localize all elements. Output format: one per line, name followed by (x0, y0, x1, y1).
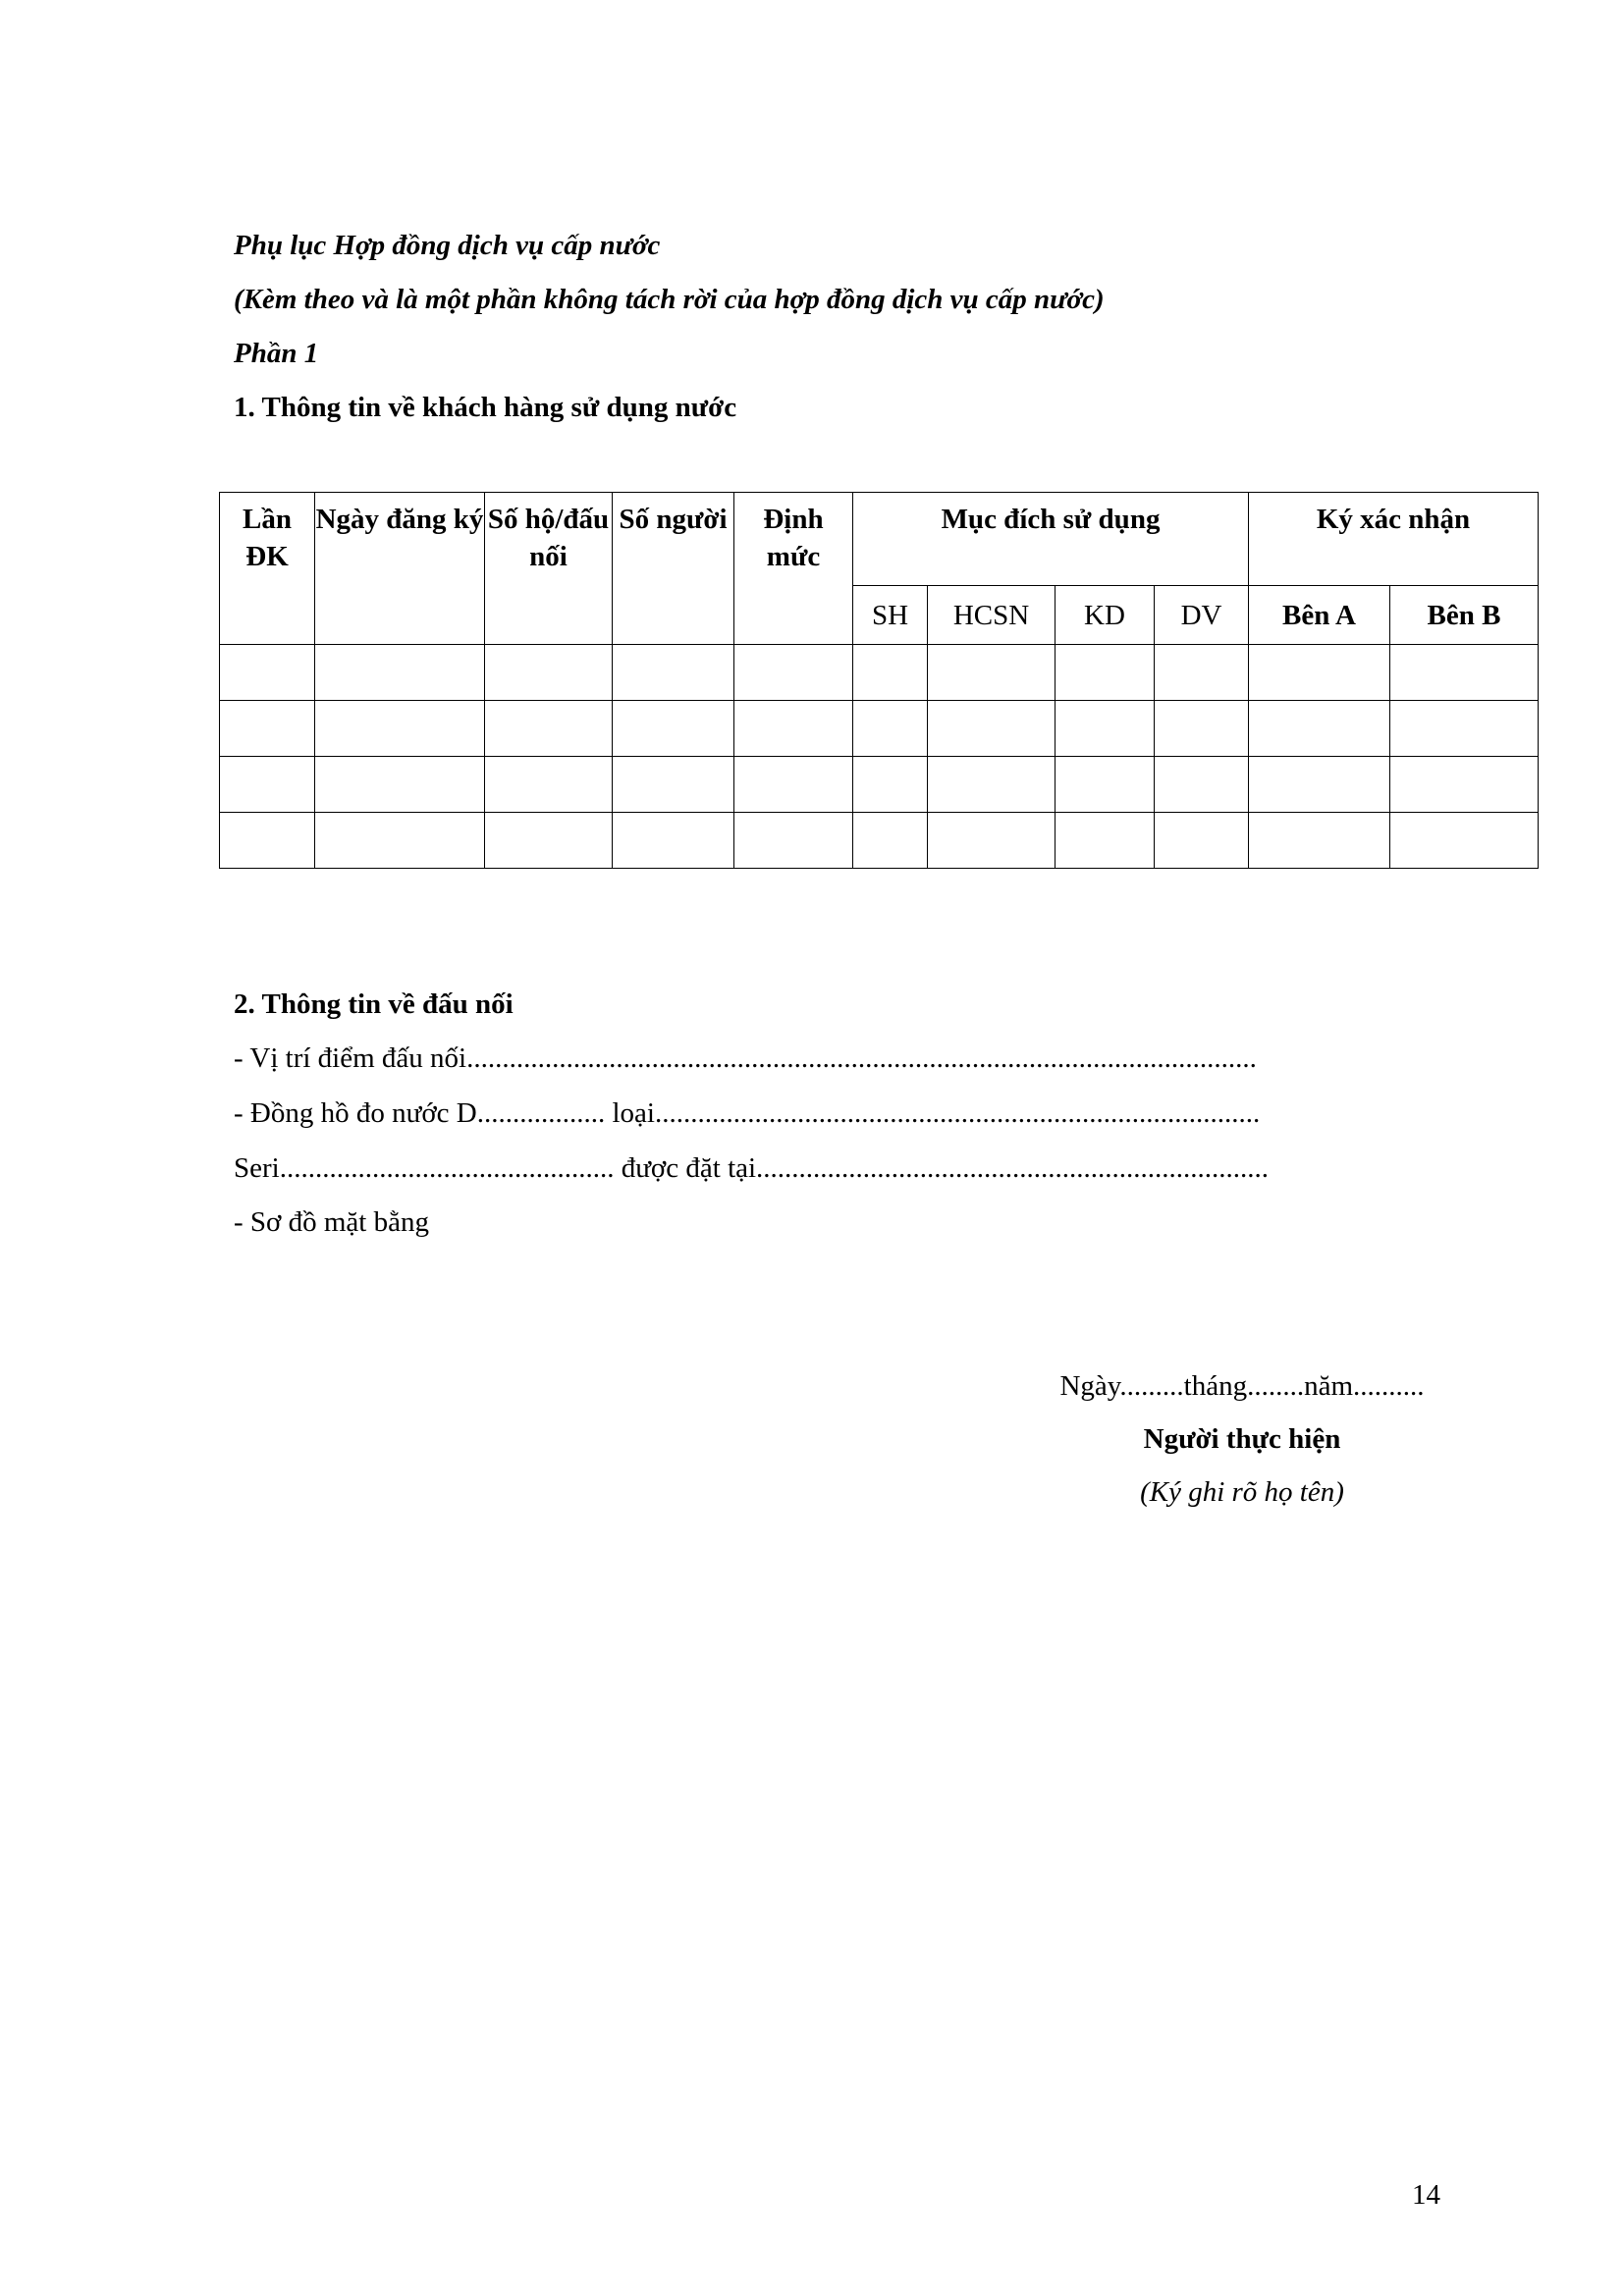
site-plan-line: - Sơ đồ mặt bằng (234, 1206, 429, 1238)
table-cell (1249, 757, 1390, 813)
table-cell (1390, 645, 1539, 701)
table-cell (1056, 645, 1155, 701)
table-cell (1056, 701, 1155, 757)
table-cell (1390, 757, 1539, 813)
header-so-nguoi: Số người (613, 493, 734, 645)
table-cell (1155, 757, 1249, 813)
table-cell (1155, 813, 1249, 869)
table-cell (928, 757, 1056, 813)
table-cell (485, 757, 613, 813)
part-label: Phần 1 (234, 338, 319, 369)
table-cell (734, 757, 853, 813)
table-cell (928, 645, 1056, 701)
table-cell (1390, 813, 1539, 869)
meter-line: - Đồng hồ đo nước D.................. loại..................................................................................... (234, 1097, 1261, 1129)
header-dv: DV (1155, 586, 1249, 645)
table-cell (853, 757, 928, 813)
table-cell (1056, 757, 1155, 813)
header-lan-dk: Lần ĐK (220, 493, 315, 645)
table-cell (734, 645, 853, 701)
table-cell (1249, 813, 1390, 869)
table-cell (853, 645, 928, 701)
document-subtitle: (Kèm theo và là một phần không tách rời của hợp đồng dịch vụ cấp nước) (234, 284, 1105, 315)
table-cell (613, 701, 734, 757)
table-cell (1249, 645, 1390, 701)
header-muc-dich: Mục đích sử dụng (853, 493, 1249, 586)
header-dinh-muc: Định mức (734, 493, 853, 645)
header-hcsn: HCSN (928, 586, 1056, 645)
table-row (220, 645, 1539, 701)
table-row (220, 813, 1539, 869)
table-row (220, 757, 1539, 813)
table-cell (220, 645, 315, 701)
table-cell (315, 645, 485, 701)
header-kd: KD (1056, 586, 1155, 645)
table-cell (485, 645, 613, 701)
table-cell (485, 701, 613, 757)
section2-heading: 2. Thông tin về đấu nối (234, 988, 514, 1020)
table-cell (734, 701, 853, 757)
signature-note: (Ký ghi rõ họ tên) (1140, 1476, 1344, 1508)
header-sh: SH (853, 586, 928, 645)
table-cell (613, 757, 734, 813)
header-ngay-dang-ky: Ngày đăng ký (315, 493, 485, 645)
table-cell (853, 813, 928, 869)
header-ben-a: Bên A (1249, 586, 1390, 645)
connection-location-line: - Vị trí điểm đấu nối............................................................................................................... (234, 1042, 1257, 1074)
table-cell (613, 813, 734, 869)
header-ben-b: Bên B (1390, 586, 1539, 645)
table-row (220, 701, 1539, 757)
table-cell (1390, 701, 1539, 757)
table-cell (315, 813, 485, 869)
table-cell (485, 813, 613, 869)
page-number: 14 (1412, 2179, 1440, 2211)
table-cell (315, 757, 485, 813)
table-cell (928, 813, 1056, 869)
table-cell (220, 813, 315, 869)
signature-role: Người thực hiện (1143, 1423, 1341, 1455)
customer-info-table (219, 492, 1539, 869)
table-cell (1155, 701, 1249, 757)
section1-heading: 1. Thông tin về khách hàng sử dụng nước (234, 392, 737, 423)
header-so-ho: Số hộ/đấu nối (485, 493, 613, 645)
header-ky-xac-nhan: Ký xác nhận (1249, 493, 1539, 586)
table-cell (220, 757, 315, 813)
table-cell (315, 701, 485, 757)
document-title: Phụ lục Hợp đồng dịch vụ cấp nước (234, 230, 661, 261)
table-cell (613, 645, 734, 701)
table-cell (853, 701, 928, 757)
table-cell (220, 701, 315, 757)
table-cell (928, 701, 1056, 757)
table-cell (1155, 645, 1249, 701)
serial-line: Seri............................................... được đặt tại........................................................................ (234, 1152, 1270, 1184)
table-cell (734, 813, 853, 869)
table-cell (1056, 813, 1155, 869)
table-cell (1249, 701, 1390, 757)
signature-date: Ngày.........tháng........năm.......... (1059, 1370, 1425, 1402)
